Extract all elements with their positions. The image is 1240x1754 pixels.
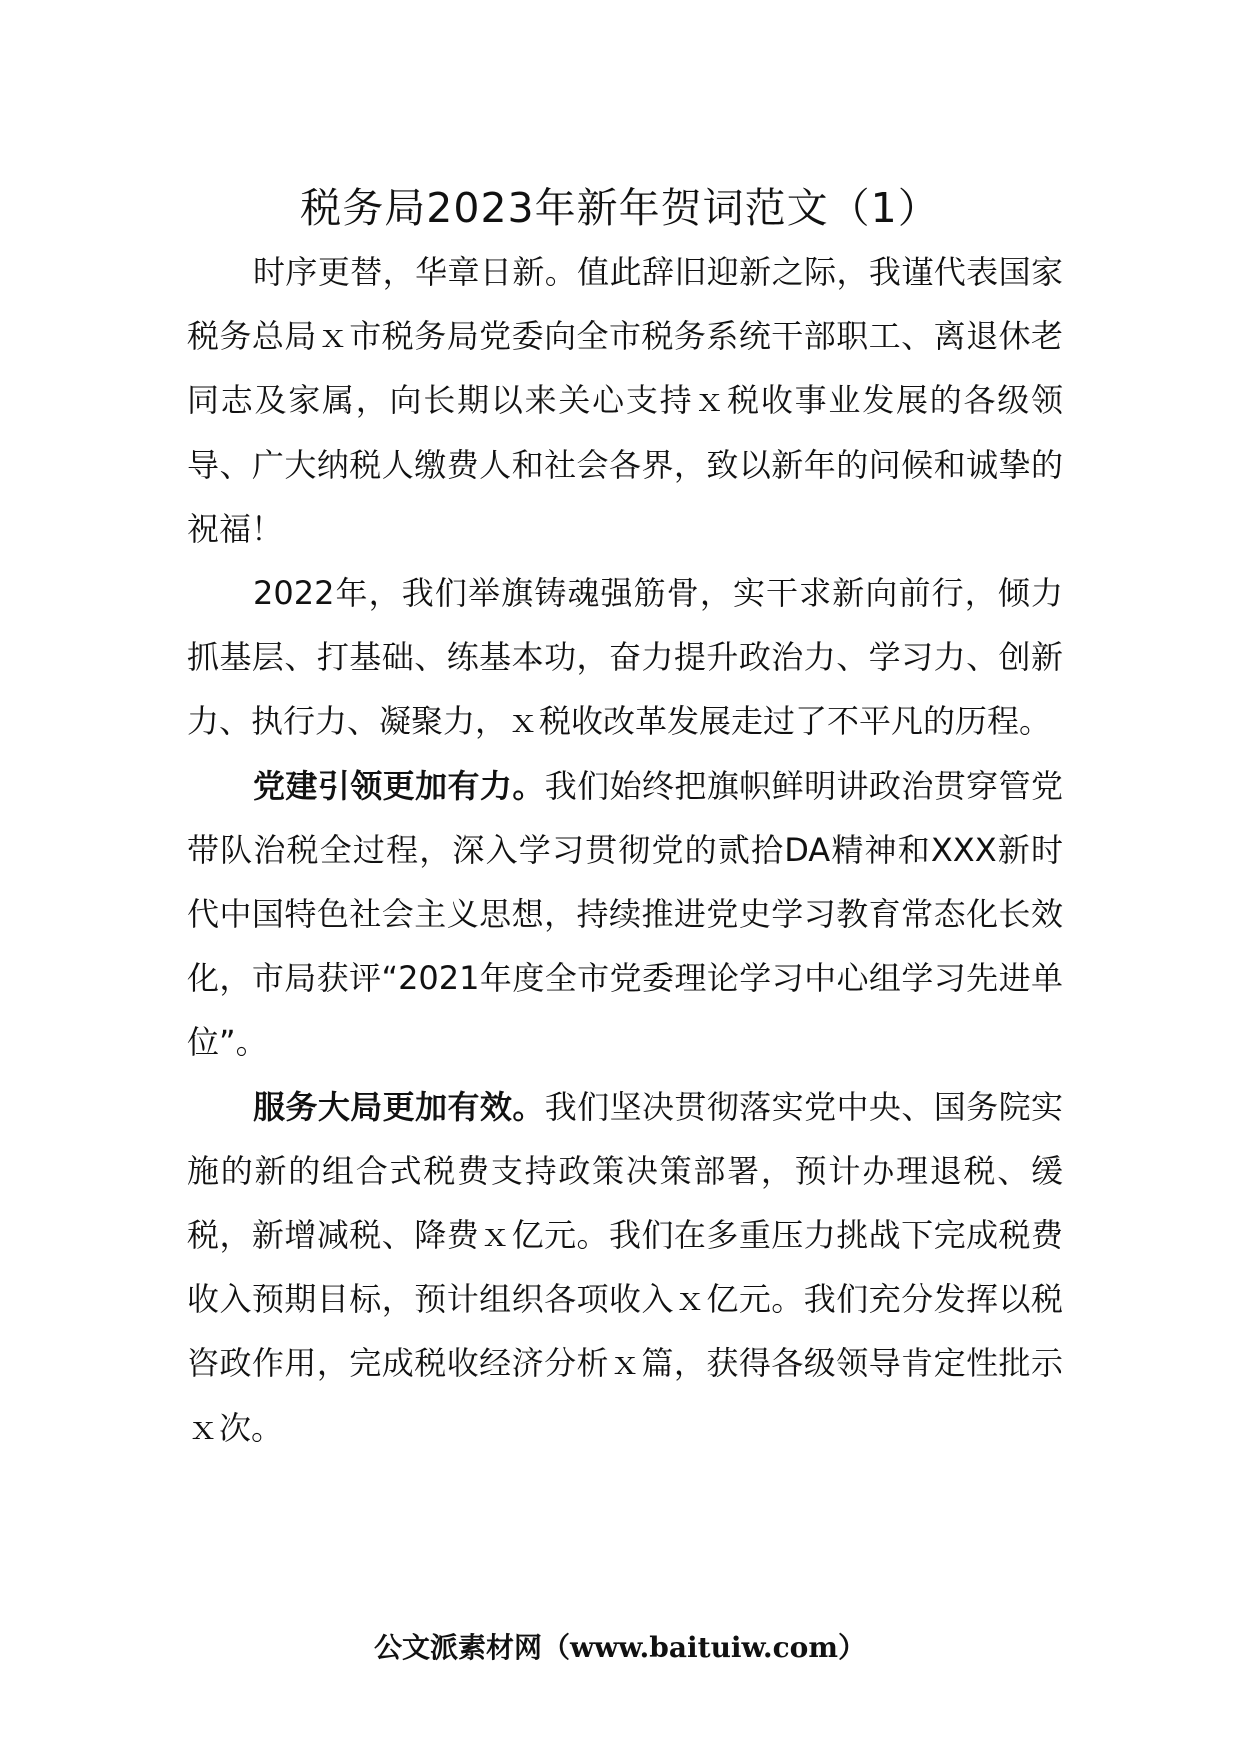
paragraph-text: 我们坚决贯彻落实党中央、国务院实施的新的组合式税费支持政策决策部署，预计办理退税、缓税，新增减税、降费ｘ亿元。我们在多重压力挑战下完成税费收入预期目标，预计组织各项收入ｘ亿元。我们充分发挥以税咨政作用，完成税收经济分析ｘ篇，获得各级领导肯定性批示ｘ次。 — [187, 1087, 1063, 1447]
document-body — [187, 240, 1063, 1460]
paragraph-greeting — [187, 240, 1063, 561]
paragraph-service — [187, 1075, 1063, 1460]
paragraph-text: 我们始终把旗帜鲜明讲政治贯穿管党带队治税全过程，深入学习贯彻党的贰拾DA精神和XXX新时代中国特色社会主义思想，持续推进党史学习教育常态化长效化，市局获评“2021年度全市党委理论学习中心组学习先进单位”。 — [187, 766, 1063, 1062]
document-title: 税务局2023年新年贺词范文（1） — [300, 184, 940, 232]
paragraph-party-building — [187, 754, 1063, 1075]
paragraph-text: 时序更替，华章日新。值此辞旧迎新之际，我谨代表国家税务总局ｘ市税务局党委向全市税务系统干部职工、离退休老同志及家属，向长期以来关心支持ｘ税收事业发展的各级领导、广大纳税人缴费人和社会各界，致以新年的问候和诚挚的祝福！ — [187, 253, 1063, 548]
paragraph-lead-party-building: 党建引领更加有力。 — [253, 766, 545, 805]
paragraph-text: 2022年，我们举旗铸魂强筋骨，实干求新向前行，倾力抓基层、打基础、练基本功，奋力提升政治力、学习力、创新力、执行力、凝聚力，ｘ税收改革发展走过了不平凡的历程。 — [187, 574, 1063, 741]
source-footer: 公文派素材网（www.baituiw.com） — [374, 1631, 866, 1664]
paragraph-2022-review — [187, 561, 1063, 754]
paragraph-lead-service: 服务大局更加有效。 — [253, 1087, 545, 1126]
